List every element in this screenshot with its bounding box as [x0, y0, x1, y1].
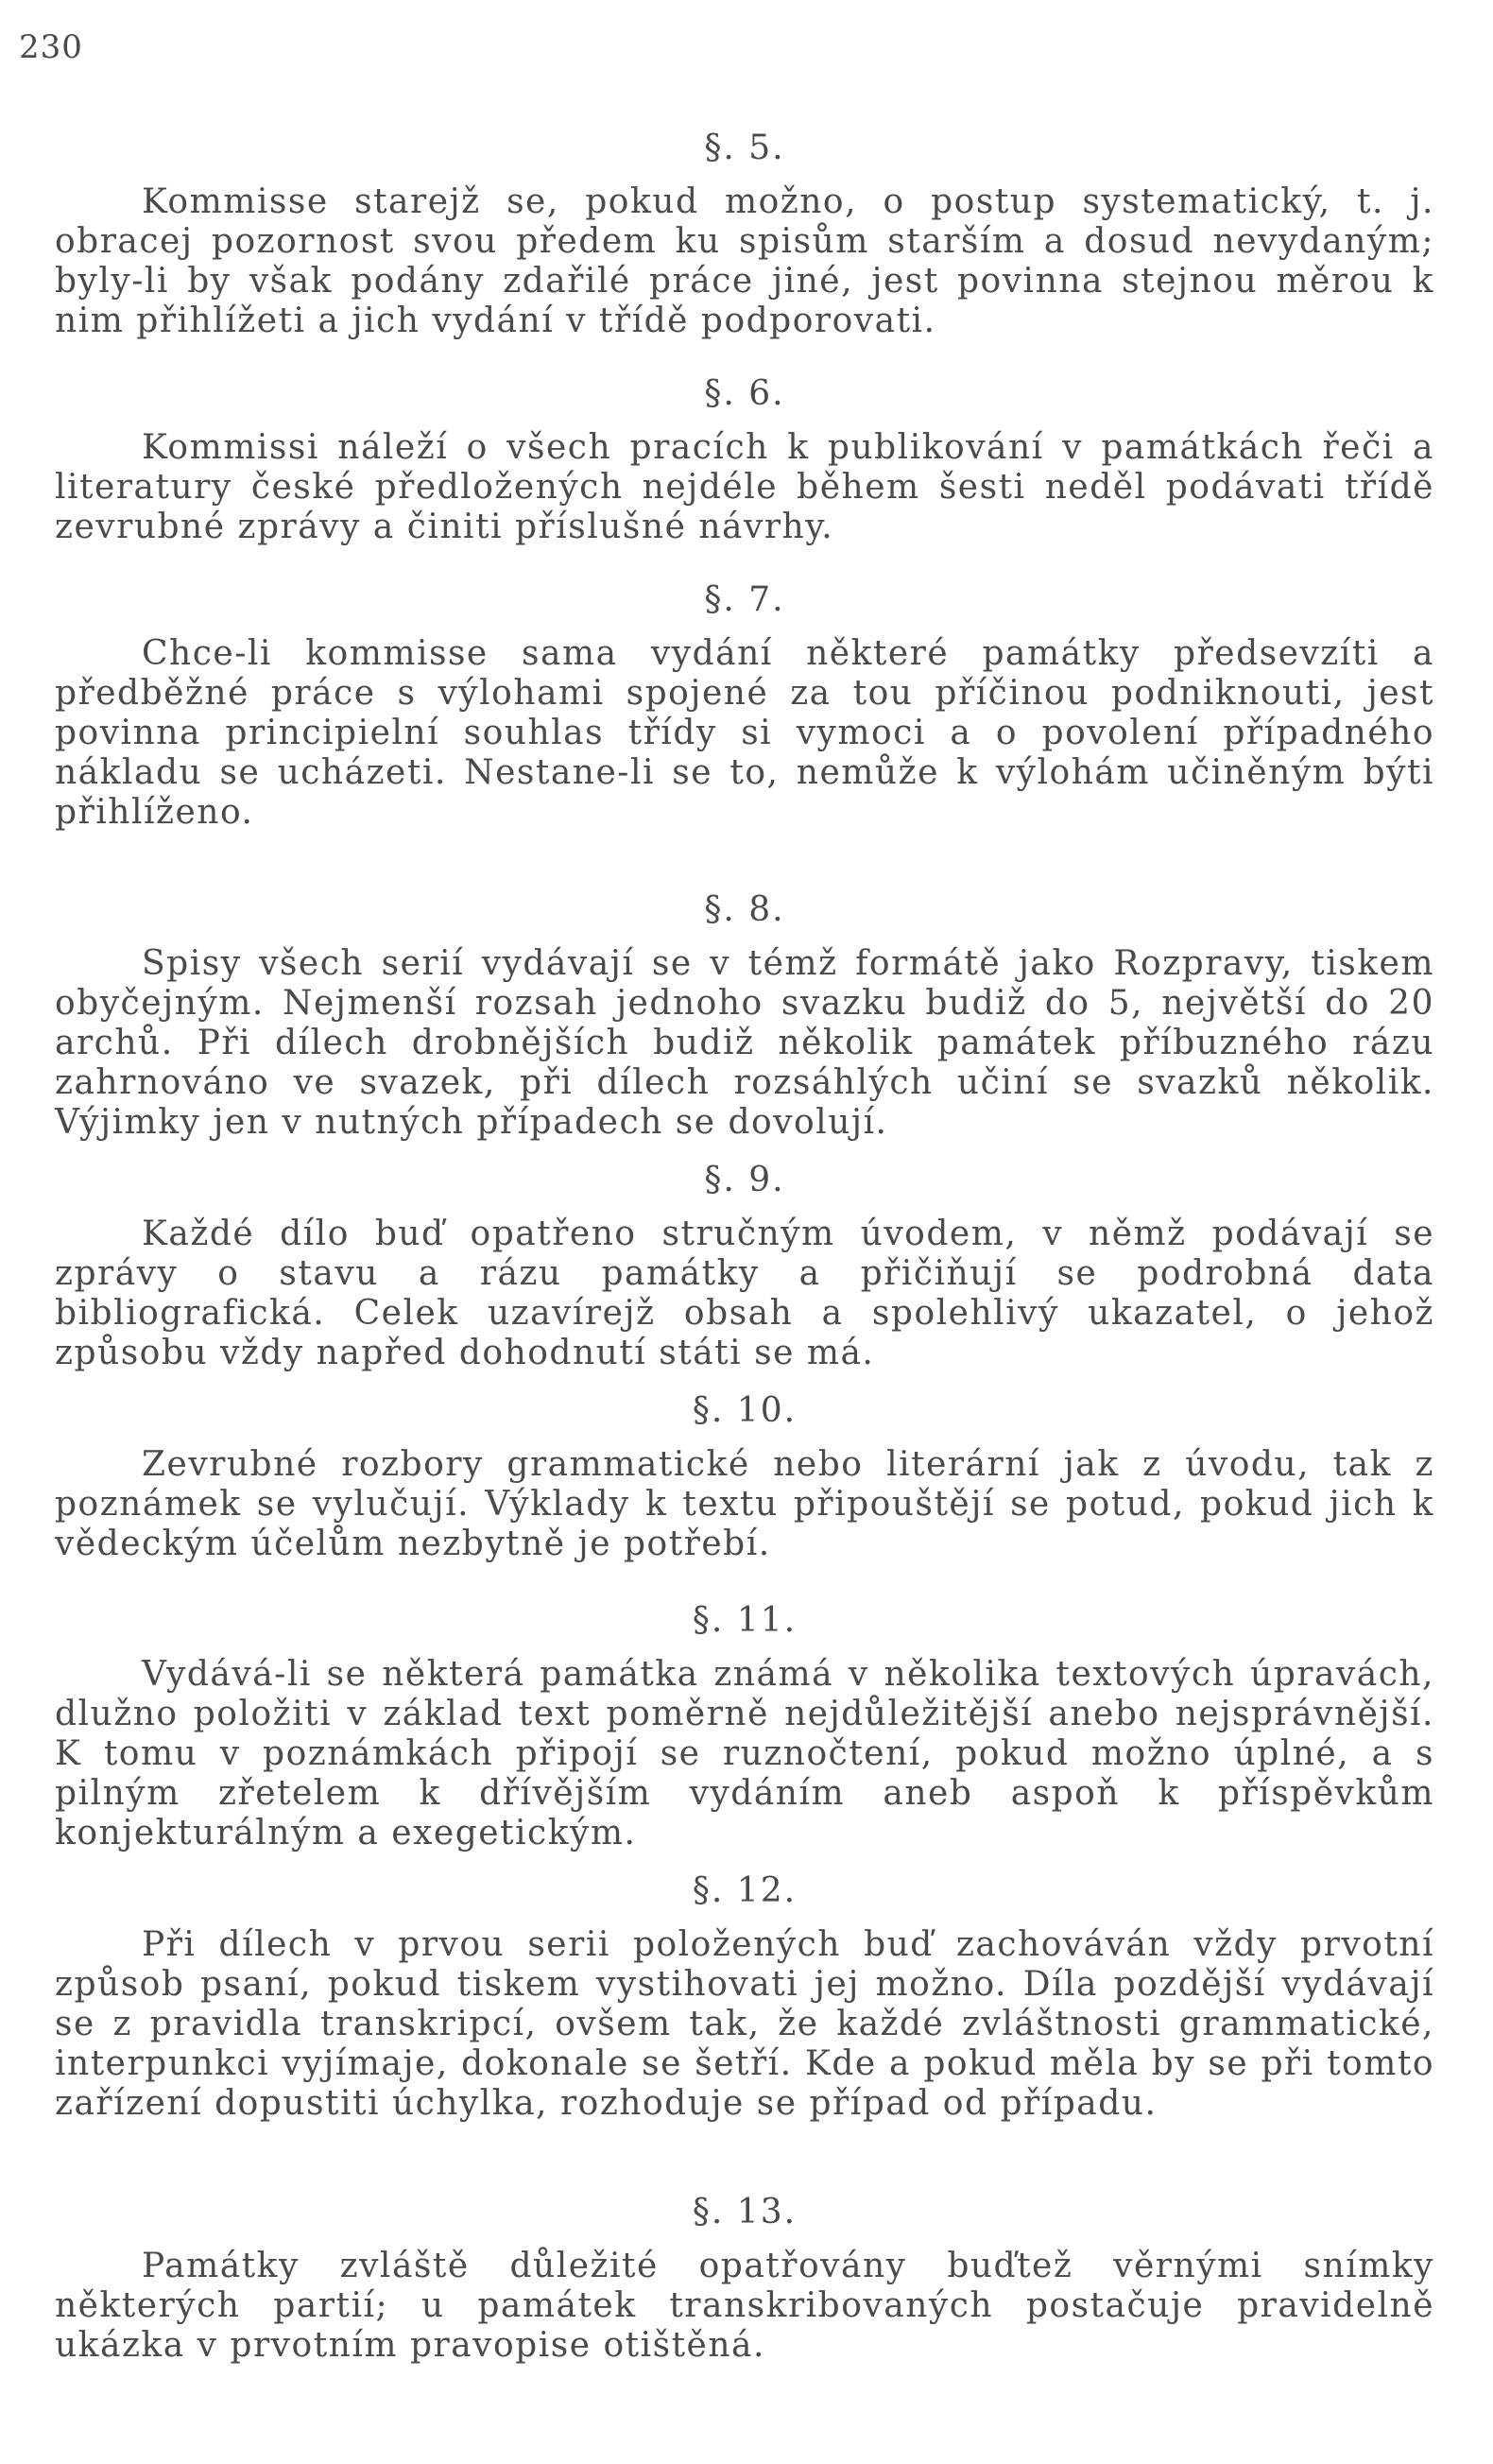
- section-paragraph: Kommissi náleží o všech pracích k publikování v památkách řeči a literatury české předložených nejdéle během šesti neděl podávati třídě zevrubné zprávy a činiti příslušné návrhy.: [55, 428, 1434, 546]
- section-7: [55, 579, 1434, 833]
- section-paragraph: Památky zvláště důležité opatřovány buďtež věrnými snímky některých partií; u památek transkribovaných postačuje pravidelně ukázka v prvotním pravopise otištěná.: [55, 2247, 1434, 2365]
- section-heading: §. 6.: [704, 374, 785, 413]
- section-9: [55, 1160, 1434, 1373]
- section-heading: §. 5.: [704, 129, 785, 167]
- section-13: [55, 2192, 1434, 2366]
- section-paragraph: Kommisse starejž se, pokud možno, o postup systematický, t. j. obracej pozornost svou předem ku spisům starším a dosud nevydaným; byly-li by však podány zdařilé práce jiné, jest povinna stejnou měrou k nim přihlížeti a jich vydání v třídě podporovati.: [55, 182, 1434, 340]
- section-heading: §. 11.: [692, 1601, 798, 1640]
- section-heading: §. 13.: [692, 2193, 798, 2231]
- section-10: [55, 1390, 1434, 1564]
- section-heading: §. 8.: [704, 890, 785, 929]
- section-6: [55, 373, 1434, 547]
- section-12: [55, 1870, 1434, 2124]
- section-heading: §. 9.: [704, 1161, 785, 1199]
- section-heading: §. 10.: [692, 1391, 798, 1430]
- section-heading: §. 7.: [704, 580, 785, 619]
- section-8: [55, 889, 1434, 1143]
- section-heading: §. 12.: [692, 1871, 798, 1910]
- section-5: [55, 128, 1434, 341]
- section-11: [55, 1600, 1434, 1853]
- document-body: [55, 128, 1434, 2366]
- page-number: 230: [19, 28, 83, 66]
- section-paragraph: Spisy všech serií vydávají se v témž formátě jako Rozpravy, tiskem obyčejným. Nejmenší rozsah jednoho svazku budiž do 5, největší do 20 archů. Při dílech drobnějších budiž několik památek příbuzného rázu zahrnováno ve svazek, při dílech rozsáhlých učiní se svazků několik. Výjimky jen v nutných případech se dovolují.: [55, 944, 1434, 1142]
- section-paragraph: Chce-li kommisse sama vydání některé památky předsevzíti a předběžné práce s výlohami spojené za tou příčinou podniknouti, jest povinna principielní souhlas třídy si vymoci a o povolení případného nákladu se ucházeti. Nestane-li se to, nemůže k výlohám učiněným býti přihlíženo.: [55, 634, 1434, 832]
- section-paragraph: Vydává-li se některá památka známá v několika textových úpravách, dlužno položiti v základ text poměrně nejdůležitější anebo nejsprávnější. K tomu v poznámkách připojí se ruznočtení, pokud možno úplné, a s pilným zřetelem k dřívějším vydáním aneb aspoň k příspěvkům konjekturálným a exegetickým.: [55, 1655, 1434, 1852]
- section-paragraph: Zevrubné rozbory grammatické nebo literární jak z úvodu, tak z poznámek se vylučují. Výklady k textu připouštějí se potud, pokud jich k vědeckým účelům nezbytně je potřebí.: [55, 1445, 1434, 1563]
- section-paragraph: Při dílech v prvou serii položených buď zachováván vždy prvotní způsob psaní, pokud tiskem vystihovati jej možno. Díla pozdější vydávají se z pravidla transkripcí, ovšem tak, že každé zvláštnosti grammatické, interpunkci vyjímaje, dokonale se šetří. Kde a pokud měla by se při tomto zařízení dopustiti úchylka, rozhoduje se případ od případu.: [55, 1925, 1434, 2123]
- section-paragraph: Každé dílo buď opatřeno stručným úvodem, v němž podávají se zprávy o stavu a rázu památky a přičiňují se podrobná data bibliografická. Celek uzavírejž obsah a spolehlivý ukazatel, o jehož způsobu vždy napřed dohodnutí státi se má.: [55, 1215, 1434, 1372]
